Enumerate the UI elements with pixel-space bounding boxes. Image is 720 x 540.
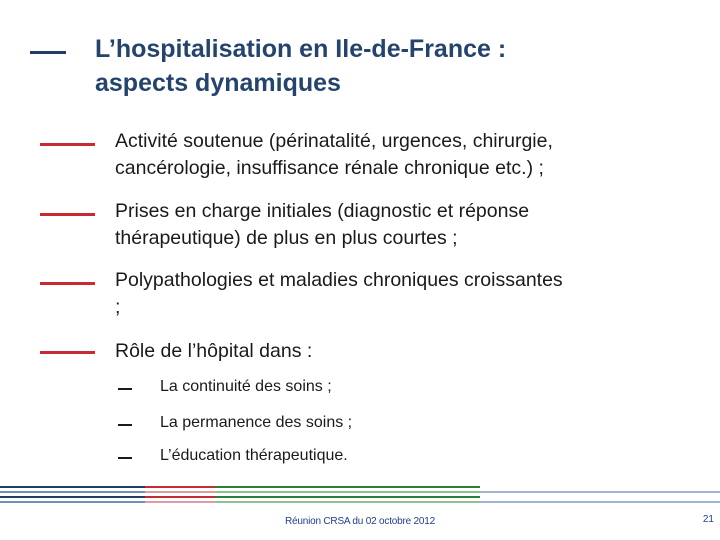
sub-bullet-text: L’éducation thérapeutique. [160, 447, 348, 464]
bullet-text [115, 338, 661, 365]
bullet-text [115, 267, 661, 321]
bullet-text-line: Activité soutenue (périnatalité, urgences, chirurgie, [115, 130, 553, 152]
slide-title-line-1: L’hospitalisation en Ile-de-France : [95, 35, 507, 63]
sub-bullet-text: La continuité des soins ; [160, 378, 332, 395]
title-marker [30, 51, 66, 54]
sub-bullet-dash [118, 424, 132, 426]
footer-meeting-label: Réunion CRSA du 02 octobre 2012 [284, 516, 436, 527]
bullet-text-line: Polypathologies et maladies chroniques croissantes [115, 269, 563, 291]
bullet-text [115, 128, 661, 182]
bullet-marker [40, 143, 95, 146]
sub-bullet-dash [118, 457, 132, 459]
bullet-text-line: cancérologie, insuffisance rénale chronique etc.) ; [115, 157, 544, 179]
bullet-marker [40, 213, 95, 216]
bullet-marker [40, 351, 95, 354]
sub-bullet-text: La permanence des soins ; [160, 414, 353, 431]
bullet-text [115, 198, 661, 252]
bullet-text-line: thérapeutique) de plus en plus courtes ; [115, 227, 458, 249]
bullet-marker [40, 282, 95, 285]
slide-title-line-2: aspects dynamiques [95, 69, 341, 97]
bullet-text-line: Rôle de l’hôpital dans : [115, 340, 313, 362]
footer-decorative-band [0, 486, 720, 506]
bullet-text-line: Prises en charge initiales (diagnostic et réponse [115, 200, 530, 222]
slide-title [95, 32, 695, 100]
page-number: 21 [702, 514, 714, 525]
sub-bullet-dash [118, 388, 132, 390]
bullet-text-line: ; [115, 296, 121, 318]
